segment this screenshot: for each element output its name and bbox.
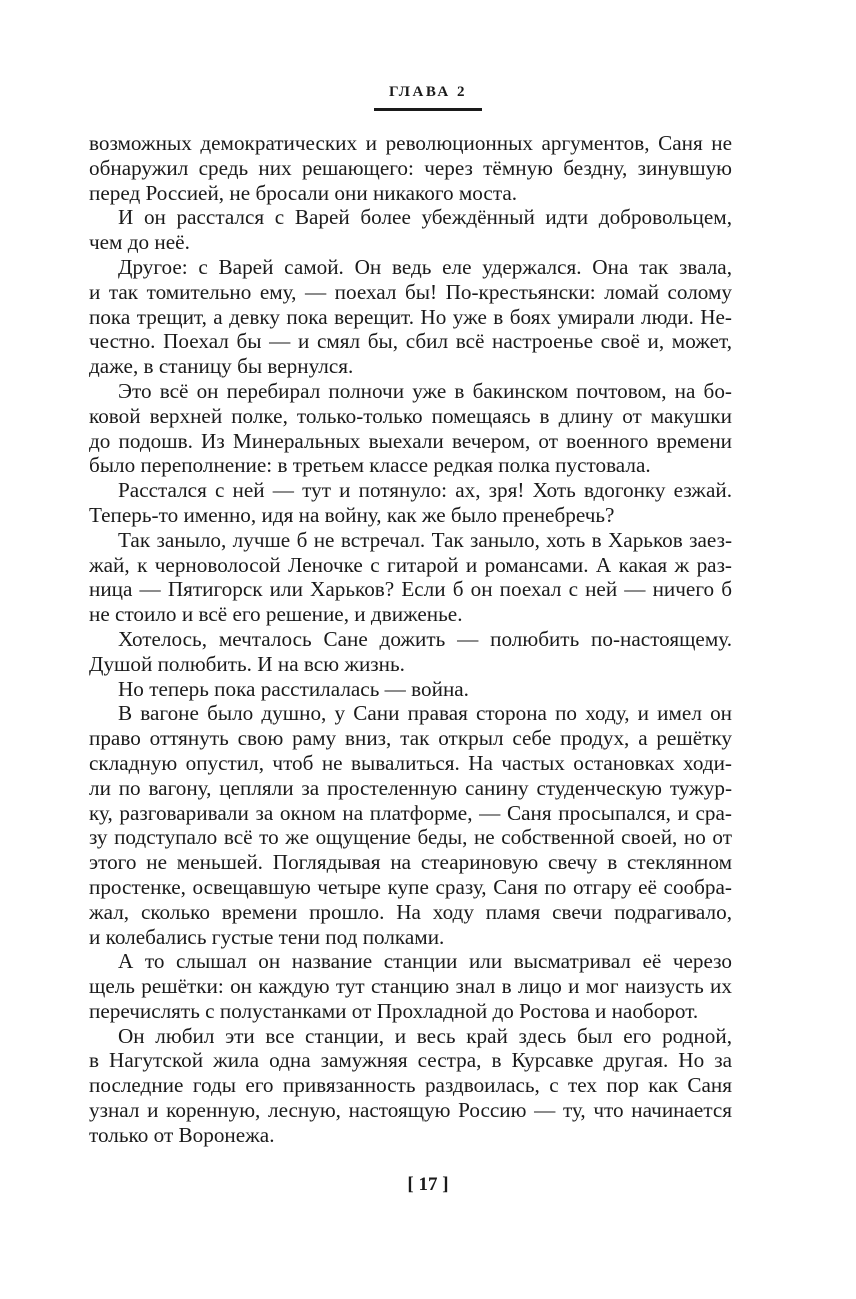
paragraph bbox=[89, 627, 732, 677]
text-line: жал, сколько времени прошло. На ходу пламя свечи подрагивало, bbox=[89, 899, 732, 924]
text-line: Но теперь пока расстилалась — война. bbox=[118, 676, 469, 701]
text-line: Он любил эти все станции, и весь край здесь был его родной, bbox=[118, 1023, 732, 1048]
paragraph bbox=[89, 1024, 732, 1148]
text-line: ли по вагону, цепляли за простеленную санину студенческую тужур- bbox=[89, 775, 732, 800]
text-line: зу подступало всё то же ощущение беды, не собственной своей, но от bbox=[89, 825, 732, 850]
text-line: И он расстался с Варей более убеждённый идти добровольцем, bbox=[118, 205, 732, 230]
text-line: Это всё он перебирал полночи уже в бакинском почтовом, на бо- bbox=[118, 378, 732, 403]
text-line: право оттянуть свою раму вниз, так открыл себе продух, а решётку bbox=[89, 726, 732, 751]
paragraph bbox=[89, 379, 732, 478]
paragraph bbox=[89, 701, 732, 949]
text-line: щель решётки: он каждую тут станцию знал в лицо и мог наизусть их bbox=[89, 974, 732, 999]
text-line: честно. Поехал бы — и смял бы, сбил всё настроенье своё и, может, bbox=[89, 329, 732, 354]
text-line: перед Россией, не бросали они никакого моста. bbox=[89, 180, 518, 205]
text-line: Душой полюбить. И на всю жизнь. bbox=[89, 651, 405, 676]
text-line: пока трещит, а девку пока верещит. Но уже в боях умирали люди. Не- bbox=[89, 304, 732, 329]
paragraph bbox=[89, 131, 732, 205]
text-line: было переполнение: в третьем классе редкая полка пустовала. bbox=[89, 453, 651, 478]
text-line: жай, к черноволосой Леночке с гитарой и романсами. А какая ж раз- bbox=[89, 552, 732, 577]
paragraph bbox=[89, 949, 732, 1023]
text-line: и колебались густые тени под полками. bbox=[89, 924, 445, 949]
text-line: Другое: с Варей самой. Он ведь еле удержался. Она так звала, bbox=[118, 254, 732, 279]
text-line: ковой верхней полке, только-только помещаясь в длину от макушки bbox=[89, 403, 732, 428]
chapter-title: ГЛАВА 2 bbox=[389, 84, 467, 100]
text-line: не стоило и всё его решение, и движенье. bbox=[89, 602, 463, 627]
running-header bbox=[0, 82, 856, 111]
paragraph bbox=[89, 677, 732, 702]
text-line: этого не меньшей. Поглядывая на стеариновую свечу в стеклянном bbox=[89, 850, 732, 875]
text-line: последние годы его привязанность раздвоилась, с тех пор как Саня bbox=[89, 1073, 732, 1098]
text-line: Хотелось, мечталось Сане дожить — полюбить по-настоящему. bbox=[118, 626, 732, 651]
header-rule bbox=[374, 108, 482, 111]
text-line: Расстался с ней — тут и потянуло: ах, зря! Хоть вдогонку езжай. bbox=[118, 478, 732, 503]
text-line: ку, разговаривали за окном на платформе, — Саня просыпался, и сра- bbox=[89, 800, 732, 825]
text-line: А то слышал он название станции или высматривал её черезо bbox=[118, 949, 732, 974]
paragraph bbox=[89, 478, 732, 528]
text-line: в Нагутской жила одна замужняя сестра, в Курсавке другая. Но за bbox=[89, 1048, 732, 1073]
text-line: узнал и коренную, лесную, настоящую Россию — ту, что начинается bbox=[89, 1098, 732, 1123]
text-line: до подошв. Из Минеральных выехали вечером, от военного времени bbox=[89, 428, 732, 453]
text-line: даже, в станицу бы вернулся. bbox=[89, 354, 354, 379]
paragraph bbox=[89, 528, 732, 627]
text-line: и так томительно ему, — поехал бы! По-крестьянски: ломай солому bbox=[89, 279, 732, 304]
text-line: В вагоне было душно, у Сани правая сторона по ходу, и имел он bbox=[118, 701, 732, 726]
text-line: ница — Пятигорск или Харьков? Если б он поехал с ней — ничего б bbox=[89, 577, 732, 602]
text-line: складную опустил, чтоб не вывалиться. На частых остановках ходи- bbox=[89, 750, 732, 775]
text-line: простенке, освещавшую четыре купе сразу, Саня по отгару её сообра- bbox=[89, 874, 732, 899]
body-text bbox=[89, 131, 732, 1148]
text-line: возможных демократических и революционных аргументов, Саня не bbox=[89, 131, 732, 155]
text-line: перечислять с полустанками от Прохладной до Ростова и наоборот. bbox=[89, 998, 699, 1023]
paragraph bbox=[89, 205, 732, 255]
text-line: чем до неё. bbox=[89, 230, 190, 255]
text-line: Так заныло, лучше б не встречал. Так заныло, хоть в Харьков заез- bbox=[118, 527, 732, 552]
paragraph bbox=[89, 255, 732, 379]
page-number: [ 17 ] bbox=[407, 1174, 449, 1195]
text-line: обнаружил средь них решающего: через тёмную бездну, зинувшую bbox=[89, 155, 732, 180]
text-line: Теперь-то именно, идя на войну, как же было пренебречь? bbox=[89, 502, 615, 527]
text-line: только от Воронежа. bbox=[89, 1122, 275, 1147]
